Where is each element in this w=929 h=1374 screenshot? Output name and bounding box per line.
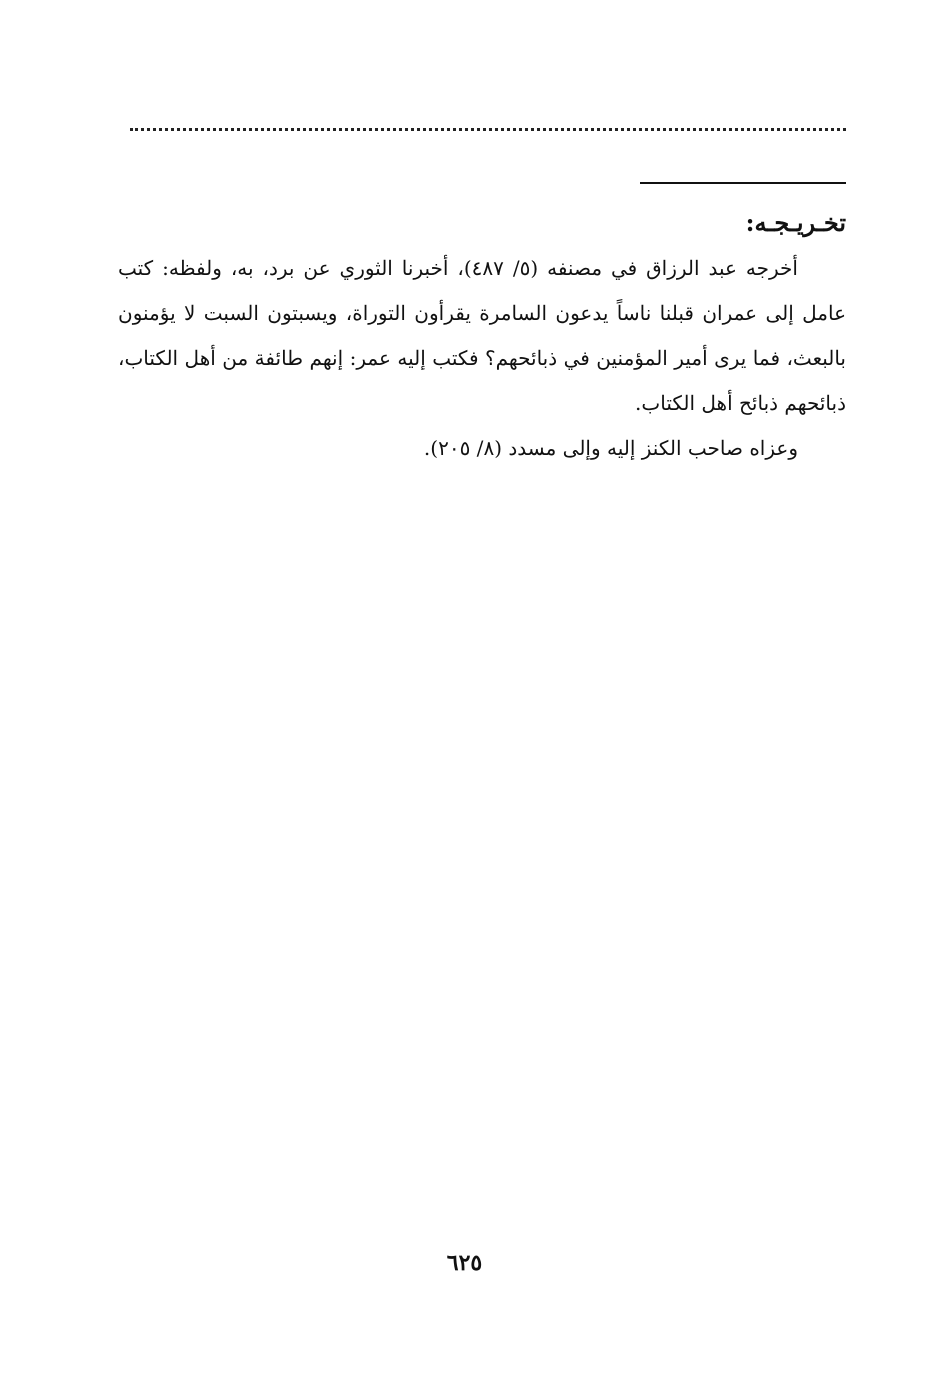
paragraph-1: أخرجه عبد الرزاق في مصنفه (٥/ ٤٨٧)، أخبرنا الثوري عن برد، به، ولفظه: كتب عامل إلى عمران قبلنا ناساً يدعون السامرة يقرأون التوراة، ويسبتون السبت لا يؤمنون بالبعث، فما يرى أمير المؤمنين في ذبائحهم؟ فكتب إليه عمر: إنهم طائفة من أهل الكتاب، ذبائحهم ذبائح أهل الكتاب. <box>118 256 847 415</box>
page-number: ٦٢٥ <box>446 1250 483 1276</box>
section-heading: تخـريـجـه: <box>745 208 846 237</box>
section-rule <box>640 182 846 184</box>
main-text <box>118 206 846 471</box>
dotted-separator <box>130 128 846 131</box>
paragraph-2: وعزاه صاحب الكنز إليه وإلى مسدد (٨/ ٢٠٥). <box>423 436 798 460</box>
